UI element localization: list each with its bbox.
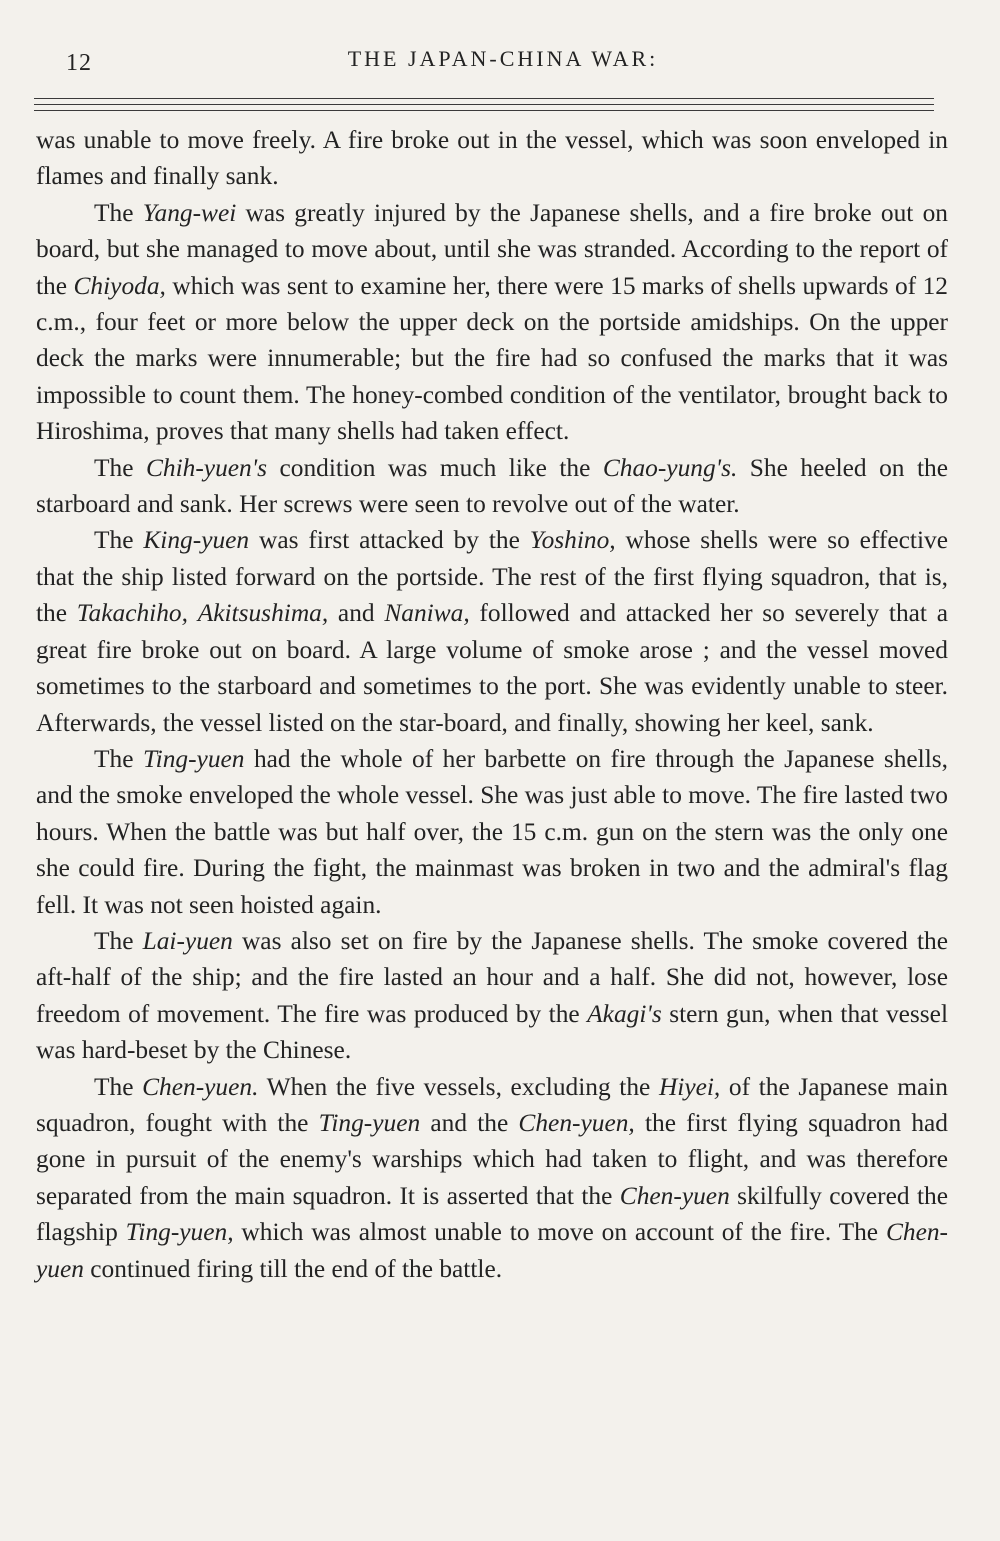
paragraph-text [188, 599, 198, 627]
page-header [66, 44, 940, 80]
paragraph-text: The [94, 453, 146, 482]
paragraph-text: The [94, 926, 143, 955]
ship-name: Akagi's [587, 999, 662, 1028]
paragraph-text: whose shells were so effective that the ship listed forward on the portside. The rest of the first flying squadron, that is, the [36, 526, 948, 628]
paragraph-text: The [94, 526, 144, 555]
paragraph-text: and [328, 599, 385, 628]
paragraph-text: She heeled on the starboard and sank. Her screws were seen to revolve out of the water. [36, 453, 948, 519]
paragraph-text: which was almost unable to move on account of the fire. The [233, 1218, 886, 1247]
ship-name: Chao-yung's. [602, 453, 738, 482]
running-head: THE JAPAN-CHINA WAR: [347, 46, 659, 71]
paragraph-yang-wei [36, 195, 948, 450]
ship-name: Chih-yuen's [145, 453, 268, 482]
paragraph-text: was also set on fire by the Japanese shells. The smoke covered the aft-half of the ship; and the fire lasted an hour and a half. She did not, however, lose freedom of movement. The fire was produced by the [36, 926, 948, 1028]
ship-name: Ting-yuen, [125, 1218, 234, 1247]
ship-name: Yang-wei [142, 198, 237, 227]
ship-name: Takachiho, [76, 599, 188, 628]
ship-name: Chiyoda, [73, 271, 166, 300]
paragraph-text: was unable to move freely. A fire broke out in the vessel, which was soon enveloped in flames and finally sank. [36, 126, 948, 191]
paragraph-text: of the Japanese main squadron, fought with the [36, 1072, 948, 1137]
ship-name: Chen-yuen [619, 1181, 730, 1210]
ship-name: Ting-yuen [142, 744, 245, 773]
paragraph-text: continued firing till the end of the battle. [83, 1254, 503, 1283]
ship-name: Naniwa, [384, 599, 470, 628]
paragraph-text: condition was much like the [267, 453, 603, 482]
paragraph-text: the first flying squadron had gone in pursuit of the enemy's warships which had taken to flight, and was therefore separated from the main squadron. It is asserted that the [36, 1108, 948, 1210]
ship-name: Chen-yuen, [518, 1108, 635, 1137]
ship-name: Yoshino, [529, 526, 616, 555]
ship-name: Lai-yuen [142, 926, 233, 955]
paragraph-text: The [94, 744, 143, 773]
paragraph-text: stern gun, when that vessel was hard-beset by the Chinese. [36, 999, 949, 1065]
paragraph-text: which was sent to examine her, there were 15 marks of shells upwards of 12 c.m., four feet or more below the upper deck on the portside amidships. On the upper deck the marks were innumerable; but the fire had so confused the marks that it was impossible to count them. The honey-combed condition of the ventilator, brought back to Hiroshima, proves that many shells had taken effect. [36, 271, 948, 446]
body-text [36, 122, 948, 1287]
ship-name: Akitsushima, [197, 599, 329, 628]
paragraph-king-yuen [36, 522, 948, 740]
ship-name: Ting-yuen [318, 1108, 421, 1137]
paragraph-1 [36, 122, 948, 195]
paragraph-text: followed and attacked her so severely that a great fire broke out on board. A large volume of smoke arose ; and the vessel moved sometimes to the starboard and sometimes to the port. She was evidently unable to steer. Afterwards, the vessel listed on the star-board, and finally, showing her keel, sank. [36, 599, 948, 737]
ship-name: Chen-yuen. [142, 1072, 259, 1101]
paragraph-text: When the five vessels, excluding the [258, 1072, 659, 1101]
paragraph-text: and the [420, 1108, 519, 1137]
paragraph-text: skilfully covered the flagship [36, 1181, 948, 1247]
header-rule [34, 104, 934, 105]
ship-name: King-yuen [143, 526, 250, 555]
page-number: 12 [66, 50, 92, 76]
paragraph-ting-yuen [36, 741, 948, 923]
paragraph-chen-yuen [36, 1069, 948, 1287]
ship-name: Hiyei, [658, 1072, 721, 1101]
paragraph-text: was first attacked by the [249, 526, 530, 555]
paragraph-text: was greatly injured by the Japanese shells, and a fire broke out on board, but she managed to move about, until she was stranded. According to the report of the [36, 198, 948, 300]
ship-name: Chen-yuen [36, 1218, 948, 1283]
paragraph-text: had the whole of her barbette on fire through the Japanese shells, and the smoke enveloped the whole vessel. She was just able to move. The fire lasted two hours. When the battle was but half over, the 15 c.m. gun on the stern was the only one she could fire. During the fight, the mainmast was broken in two and the admiral's flag fell. It was not seen hoisted again. [36, 744, 949, 919]
header-rule [34, 98, 934, 99]
paragraph-lai-yuen [36, 923, 948, 1069]
header-rule [34, 110, 934, 111]
paragraph-text: The [94, 198, 143, 227]
paragraph-chih-yuen [36, 450, 948, 523]
paragraph-text: The [94, 1072, 143, 1101]
